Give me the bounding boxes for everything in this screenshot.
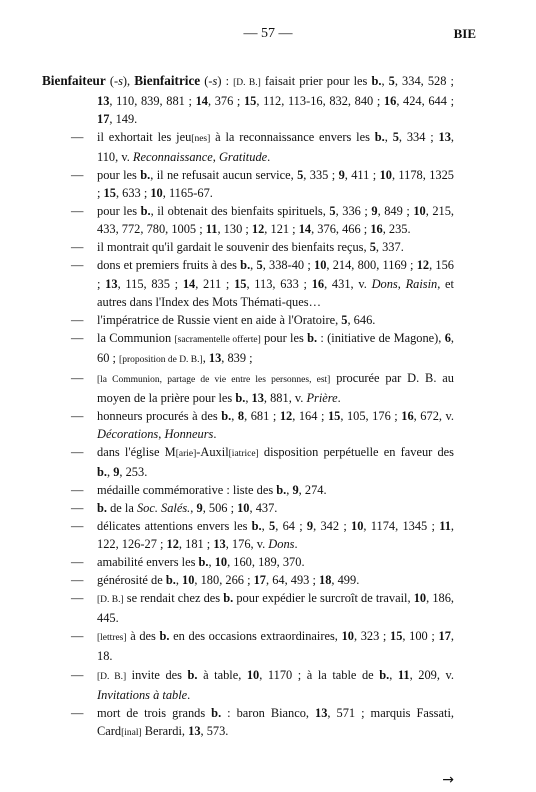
entry-text: [la Communion, partage de vie entre les personnes, est] procurée par D. B. au moyen de la prière pour les b., 13, 881, v. Prière. — [97, 370, 455, 405]
entry-text: pour les b., il obtenait des bienfaits spirituels, 5, 336 ; 9, 849 ; 10, 215, 433, 772, 780, 1005 ; 11, 130 ; 12, 121 ; 14, 376, 466 ; 16, 235. — [97, 204, 455, 237]
index-subentry — [42, 166, 454, 202]
index-subentry — [42, 499, 454, 517]
entry-dash: — — [71, 555, 84, 570]
index-subentry — [42, 571, 454, 589]
page-number: — 57 — — [243, 26, 293, 41]
entry-text: la Communion [sacramentelle offerte] pour les b. : (initiative de Magone), 6, 60 ; [proposition de D. B.], 13, 839 ; — [97, 330, 455, 365]
index-subentry — [42, 311, 454, 329]
entry-text: l'impératrice de Russie vient en aide à l'Oratoire, 5, 646. — [97, 312, 376, 327]
entry-text: [D. B.] se rendait chez des b. pour expédier le surcroît de travail, 10, 186, 445. — [97, 591, 454, 626]
entry-dash: — — [71, 629, 84, 644]
index-subentry — [42, 238, 454, 256]
entry-dash: — — [71, 168, 84, 183]
entry-text: honneurs procurés à des b., 8, 681 ; 12, 164 ; 15, 105, 176 ; 16, 672, v. Décorations, Honneurs. — [97, 408, 455, 441]
entry-text: b. de la Soc. Salés., 9, 506 ; 10, 437. — [97, 501, 278, 516]
index-main-entry — [42, 72, 454, 128]
entry-dash: — — [71, 370, 84, 385]
index-subentry — [42, 589, 454, 627]
entry-text: [lettres] à des b. en des occasions extraordinaires, 10, 323 ; 15, 100 ; 17, 18. — [97, 629, 454, 664]
index-entries — [42, 72, 454, 742]
entry-dash: — — [71, 204, 84, 219]
entry-dash: — — [71, 258, 84, 273]
index-subentry — [42, 443, 454, 481]
index-subentry — [42, 553, 454, 571]
entry-text: il exhortait les jeu[nes] à la reconnaissance envers les b., 5, 334 ; 13, 110, v. Reconnaissance, Gratitude. — [97, 130, 454, 165]
entry-dash: — — [71, 667, 84, 682]
continue-arrow-icon: → — [442, 772, 454, 788]
index-subentry — [42, 329, 454, 369]
entry-dash: — — [71, 330, 84, 345]
running-head: BIE — [453, 26, 476, 41]
index-subentry — [42, 256, 454, 310]
entry-text: Bienfaiteur (-s), Bienfaitrice (-s) : [D. B.] faisait prier pour les b., 5, 334, 528 ; 13, 110, 839, 881 ; 14, 376 ; 15, 112, 113-16, 832, 840 ; 16, 424, 644 ; 17, 149. — [42, 73, 455, 127]
entry-text: amabilité envers les b., 10, 160, 189, 370. — [97, 555, 305, 570]
entry-dash: — — [71, 312, 84, 327]
entry-dash: — — [71, 240, 84, 255]
entry-dash: — — [71, 130, 84, 145]
entry-dash: — — [71, 483, 84, 498]
entry-dash: — — [71, 573, 84, 588]
index-subentry — [42, 627, 454, 665]
entry-dash: — — [71, 519, 84, 534]
entry-text: médaille commémorative : liste des b., 9, 274. — [97, 483, 327, 498]
index-subentry — [42, 481, 454, 499]
entry-text: générosité de b., 10, 180, 266 ; 17, 64, 493 ; 18, 499. — [97, 573, 360, 588]
index-subentry — [42, 666, 454, 704]
entry-dash: — — [71, 705, 84, 720]
entry-text: dons et premiers fruits à des b., 5, 338-40 ; 10, 214, 800, 1169 ; 12, 156 ; 13, 115, 835 ; 14, 211 ; 15, 113, 633 ; 16, 431, v. Dons, Raisin, et autres dans l'Index des Mots Thémati-ques… — [97, 258, 454, 309]
index-subentry — [42, 407, 454, 443]
entry-dash: — — [71, 501, 84, 516]
index-subentry — [42, 704, 454, 742]
entry-dash: — — [71, 408, 84, 423]
entry-dash: — — [71, 444, 84, 459]
entry-dash: — — [71, 591, 84, 606]
entry-text: délicates attentions envers les b., 5, 64 ; 9, 342 ; 10, 1174, 1345 ; 11, 122, 126-27 ; 12, 181 ; 13, 176, v. Dons. — [97, 519, 455, 552]
page-header — [0, 26, 536, 46]
index-subentry — [42, 369, 454, 407]
entry-text: [D. B.] invite des b. à table, 10, 1170 ; à la table de b., 11, 209, v. Invitations à table. — [97, 667, 454, 702]
entry-text: il montrait qu'il gardait le souvenir des bienfaits reçus, 5, 337. — [97, 240, 404, 255]
entry-text: mort de trois grands b. : baron Bianco, 13, 571 ; marquis Fassati, Card[inal] Berardi, 13, 573. — [97, 705, 454, 738]
index-subentry — [42, 517, 454, 553]
entry-text: pour les b., il ne refusait aucun service, 5, 335 ; 9, 411 ; 10, 1178, 1325 ; 15, 633 ; 10, 1165-67. — [97, 168, 455, 201]
index-subentry — [42, 128, 454, 166]
entry-text: dans l'église M[arie]-Auxil[iatrice] disposition perpétuelle en faveur des b., 9, 253. — [97, 444, 454, 479]
index-subentry — [42, 202, 454, 238]
